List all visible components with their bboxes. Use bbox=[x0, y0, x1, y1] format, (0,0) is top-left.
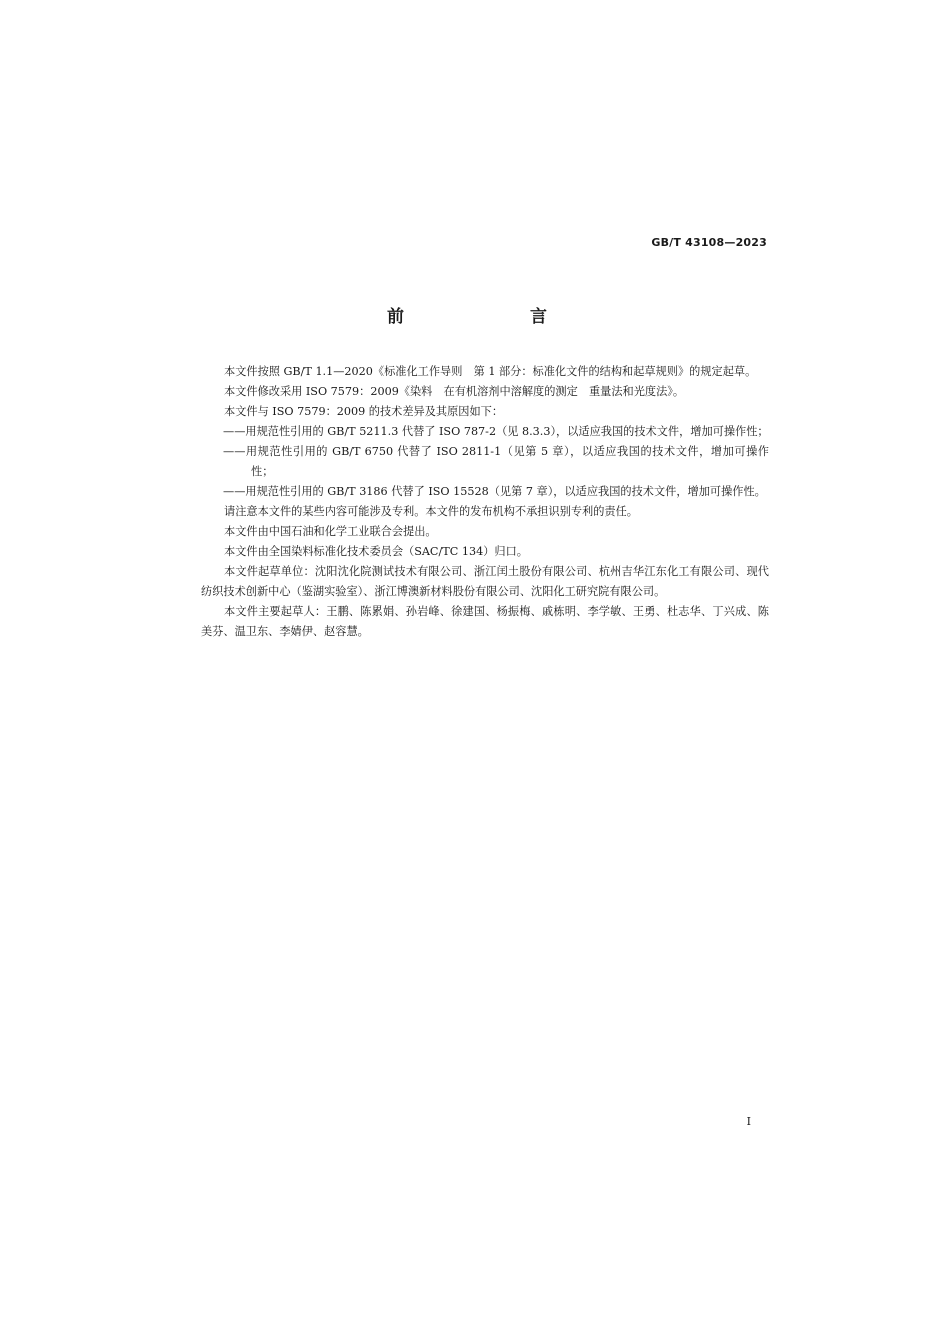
technical-committee-paragraph: 本文件由全国染料标准化技术委员会（SAC/TC 134）归口。 bbox=[224, 545, 528, 558]
difference-item: ——用规范性引用的 GB/T 3186 代替了 ISO 15528（见第 7 章），以适应我国的技术文件，增加可操作性。 bbox=[223, 485, 766, 498]
page-title: 前 言 bbox=[387, 307, 587, 327]
drafters-paragraph: 本文件主要起草人：王鹏、陈累娟、孙岩峰、徐建国、杨振梅、戚栋明、李学敏、王勇、杜志华、丁兴成、陈美芬、温卫东、李婧伊、赵容慧。 bbox=[201, 605, 769, 638]
difference-item: ——用规范性引用的 GB/T 5211.3 代替了 ISO 787-2（见 8.3.3），以适应我国的技术文件，增加可操作性； bbox=[223, 425, 769, 438]
drafting-rule-paragraph: 本文件按照 GB/T 1.1—2020《标准化工作导则 第 1 部分：标准化文件的结构和起草规则》的规定起草。 bbox=[224, 365, 757, 378]
foreword-body bbox=[201, 362, 769, 642]
page-number: I bbox=[746, 1115, 751, 1128]
drafting-units-paragraph: 本文件起草单位：沈阳沈化院测试技术有限公司、浙江闰土股份有限公司、杭州吉华江东化工有限公司、现代纺织技术创新中心（鉴湖实验室）、浙江博澳新材料股份有限公司、沈阳化工研究院有限公司。 bbox=[201, 565, 769, 598]
standard-code: GB/T 43108—2023 bbox=[651, 236, 767, 249]
patent-notice-paragraph: 请注意本文件的某些内容可能涉及专利。本文件的发布机构不承担识别专利的责任。 bbox=[224, 505, 638, 518]
difference-item: ——用规范性引用的 GB/T 6750 代替了 ISO 2811-1（见第 5 章），以适应我国的技术文件，增加可操作性； bbox=[223, 445, 769, 478]
adoption-paragraph: 本文件修改采用 ISO 7579：2009《染料 在有机溶剂中溶解度的测定 重量法和光度法》。 bbox=[224, 385, 685, 398]
proposer-paragraph: 本文件由中国石油和化学工业联合会提出。 bbox=[224, 525, 437, 538]
differences-intro-paragraph: 本文件与 ISO 7579：2009 的技术差异及其原因如下： bbox=[224, 405, 504, 418]
